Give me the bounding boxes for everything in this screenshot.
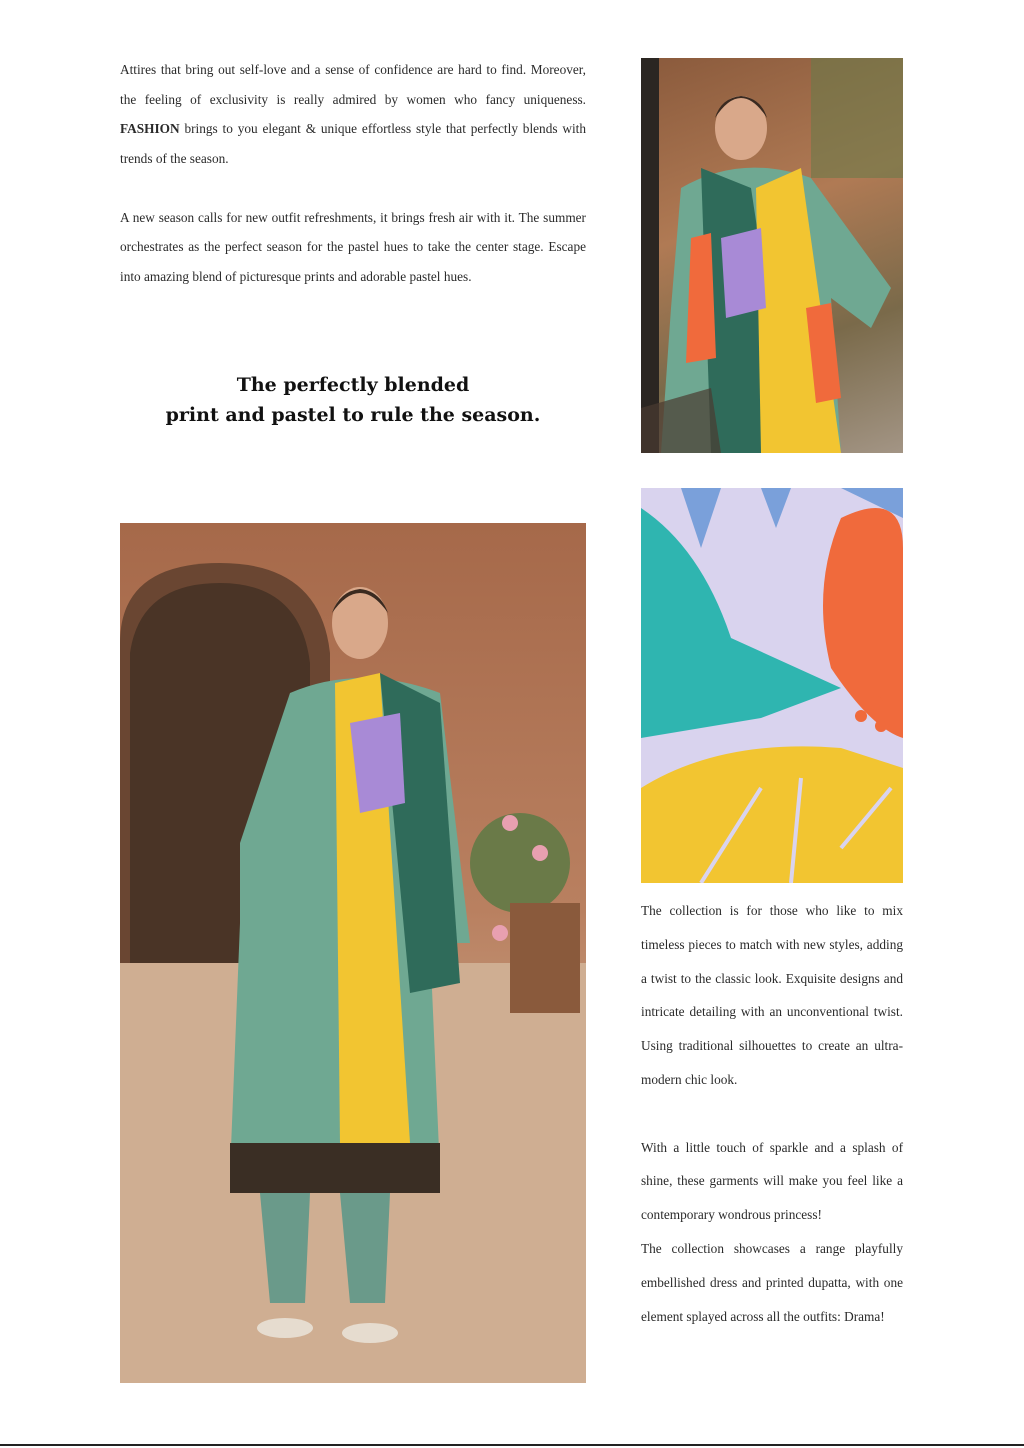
brand-name: FASHION [120,121,180,136]
model-full-illustration [120,523,586,1383]
page-bottom-rule [0,1444,1024,1446]
intro-text-end: brings to you elegant & unique effortless style that perfectly blends with trends of the season. [120,121,586,166]
collection-description [641,894,903,1333]
description-paragraph-2: With a little touch of sparkle and a splash of shine, these garments will make you feel like a contemporary wondrous princess! [641,1139,903,1223]
model-closeup-illustration [641,58,903,453]
description-paragraph-1: The collection is for those who like to mix timeless pieces to match with new styles, adding a twist to the classic look. Exquisite designs and intricate detailing with an unconventional twist. Using traditional silhouettes to create an ultra-modern chic look. [641,903,903,1087]
headline [120,370,586,430]
intro-paragraph-2: A new season calls for new outfit refreshments, it brings fresh air with it. The summer orchestrates as the perfect season for the pastel hues to take the center stage. Escape into amazing blend of picturesque prints and adorable pastel hues. [120,209,586,284]
description-paragraph-3: The collection showcases a range playfully embellished dress and printed dupatta, with one element splayed across all the outfits: Drama! [641,1240,903,1324]
intro-text [120,55,586,321]
pattern-illustration [641,488,903,883]
intro-paragraph-1 [120,55,586,173]
model-photo-closeup [641,58,903,453]
intro-text-start: Attires that bring out self-love and a sense of confidence are hard to find. Moreover, the feeling of exclusivity is really admired by women who fancy uniqueness. [120,62,586,107]
headline-line-1: The perfectly blended [236,374,470,396]
print-pattern-closeup [641,488,903,883]
model-photo-full [120,523,586,1383]
headline-line-2: print and pastel to rule the season. [165,404,541,426]
